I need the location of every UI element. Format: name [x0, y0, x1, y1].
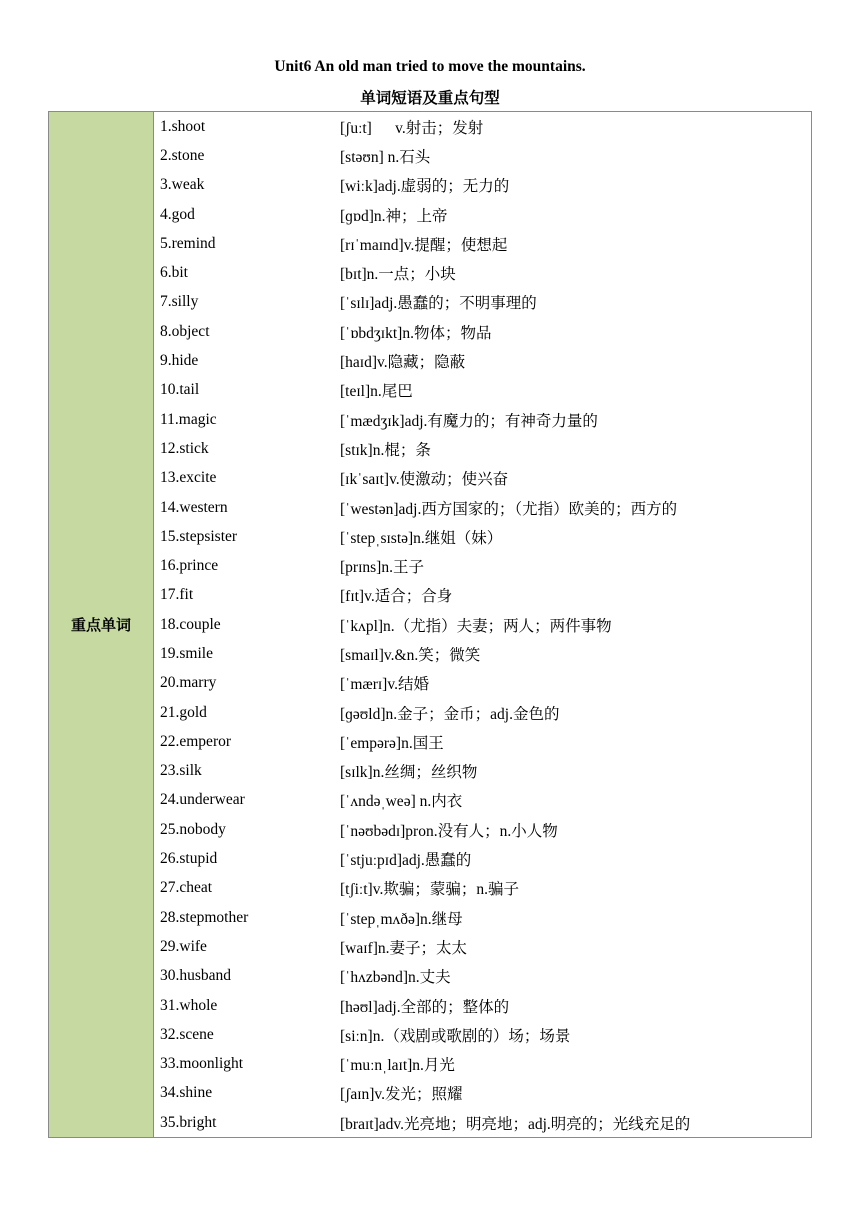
word-row	[154, 493, 811, 522]
word-row	[154, 229, 811, 258]
word-row	[154, 200, 811, 229]
word-term: 14.western	[160, 498, 228, 516]
word-term: 5.remind	[160, 234, 216, 252]
word-term: 20.marry	[160, 674, 217, 692]
word-row	[154, 844, 811, 873]
word-row	[154, 991, 811, 1020]
word-definition: [teɪl]n.尾巴	[340, 383, 413, 401]
word-row	[154, 376, 811, 405]
word-definition: [stəʊn] n.石头	[340, 148, 431, 166]
word-row	[154, 669, 811, 698]
word-row	[154, 1079, 811, 1108]
word-definition: [rɪˈmaɪnd]v.提醒；使想起	[340, 236, 508, 254]
word-definition: [ˈempərə]n.国王	[340, 734, 444, 752]
word-definition: [haɪd]v.隐藏；隐蔽	[340, 354, 466, 372]
word-row	[154, 551, 811, 580]
word-definition: [sɪlk]n.丝绸；丝织物	[340, 764, 478, 782]
vocab-table	[48, 111, 812, 1138]
word-definition: [ˈstepˌsɪstə]n.继姐（妹）	[340, 529, 503, 547]
word-term: 34.shine	[160, 1084, 213, 1102]
word-definition: [ˈsɪlɪ]adj.愚蠢的；不明事理的	[340, 295, 537, 313]
word-definition: [ˈmærɪ]v.结婚	[340, 676, 429, 694]
word-definition: [wiːk]adj.虚弱的；无力的	[340, 178, 510, 196]
word-term: 27.cheat	[160, 879, 213, 897]
word-term: 33.moonlight	[160, 1055, 244, 1073]
word-term: 24.underwear	[160, 791, 245, 809]
word-row	[154, 757, 811, 786]
word-definition: [ʃaɪn]v.发光；照耀	[340, 1086, 463, 1104]
word-definition: [ˈstepˌmʌðə]n.继母	[340, 910, 463, 928]
word-row	[154, 1108, 811, 1137]
word-row	[154, 141, 811, 170]
word-row	[154, 698, 811, 727]
word-term: 17.fit	[160, 586, 194, 604]
word-term: 3.weak	[160, 176, 205, 194]
word-row	[154, 522, 811, 551]
word-term: 30.husband	[160, 967, 232, 985]
word-term: 21.gold	[160, 703, 207, 721]
word-definition: [ˈmuːnˌlaɪt]n.月光	[340, 1057, 455, 1075]
word-term: 1.shoot	[160, 117, 206, 135]
word-row	[154, 346, 811, 375]
word-definition: [ˈkʌpl]n.（尤指）夫妻；两人；两件事物	[340, 617, 612, 635]
word-definition: [ˈhʌzbənd]n.丈夫	[340, 969, 451, 987]
word-term: 15.stepsister	[160, 527, 238, 545]
word-term: 7.silly	[160, 293, 199, 311]
word-term: 18.couple	[160, 615, 221, 633]
word-row	[154, 317, 811, 346]
word-term: 16.prince	[160, 557, 219, 575]
word-row	[154, 874, 811, 903]
word-term: 32.scene	[160, 1025, 214, 1043]
word-definition: [ˈwestən]adj.西方国家的；（尤指）欧美的；西方的	[340, 500, 678, 518]
word-row	[154, 903, 811, 932]
word-row	[154, 258, 811, 287]
word-definition: [stɪk]n.棍；条	[340, 441, 431, 459]
word-term: 22.emperor	[160, 732, 232, 750]
category-cell: 重点单词	[49, 112, 154, 1138]
word-term: 2.stone	[160, 146, 205, 164]
word-term: 6.bit	[160, 264, 188, 282]
word-definition: [prɪns]n.王子	[340, 559, 424, 577]
word-definition: [ˈstjuːpɪd]adj.愚蠢的	[340, 852, 472, 870]
word-row	[154, 434, 811, 463]
word-term: 35.bright	[160, 1113, 217, 1131]
word-definition: [waɪf]n.妻子；太太	[340, 939, 467, 957]
word-row	[154, 1050, 811, 1079]
word-definition: [ˈmædʒɪk]adj.有魔力的；有神奇力量的	[340, 412, 598, 430]
word-row	[154, 581, 811, 610]
word-row	[154, 815, 811, 844]
word-definition: [ˈʌndəˌweə] n.内衣	[340, 793, 463, 811]
word-term: 10.tail	[160, 381, 200, 399]
word-row	[154, 171, 811, 200]
word-definition: [ɡɒd]n.神；上帝	[340, 207, 448, 225]
word-definition: [bɪt]n.一点；小块	[340, 266, 456, 284]
word-definition: [siːn]n.（戏剧或歌剧的）场；场景	[340, 1027, 571, 1045]
page-subtitle: 单词短语及重点句型	[360, 89, 500, 107]
word-list	[154, 112, 811, 1137]
word-definition: [tʃiːt]v.欺骗；蒙骗；n.骗子	[340, 881, 519, 899]
word-term: 26.stupid	[160, 850, 218, 868]
word-row	[154, 639, 811, 668]
word-row	[154, 727, 811, 756]
word-term: 31.whole	[160, 996, 218, 1014]
word-definition: [ˈɒbdʒɪkt]n.物体；物品	[340, 324, 492, 342]
word-term: 28.stepmother	[160, 908, 249, 926]
word-row	[154, 786, 811, 815]
word-row	[154, 288, 811, 317]
word-term: 19.smile	[160, 644, 213, 662]
word-term: 25.nobody	[160, 820, 226, 838]
word-term: 4.god	[160, 205, 195, 223]
word-definition: [smaɪl]v.&n.笑；微笑	[340, 646, 481, 664]
word-definition: [braɪt]adv.光亮地；明亮地；adj.明亮的；光线充足的	[340, 1115, 691, 1133]
word-term: 29.wife	[160, 937, 207, 955]
word-term: 8.object	[160, 322, 210, 340]
word-definition: [ʃuːt] v.射击；发射	[340, 119, 484, 137]
word-row	[154, 405, 811, 434]
word-row	[154, 1020, 811, 1049]
word-row	[154, 962, 811, 991]
word-definition: [ˈnəʊbədɪ]pron.没有人；n.小人物	[340, 822, 558, 840]
word-row	[154, 610, 811, 639]
word-term: 23.silk	[160, 762, 202, 780]
word-row	[154, 932, 811, 961]
page-title: Unit6 An old man tried to move the mountains.	[274, 58, 586, 75]
words-cell	[154, 112, 812, 1138]
word-row	[154, 112, 811, 141]
word-term: 12.stick	[160, 439, 209, 457]
word-row	[154, 464, 811, 493]
word-definition: [həʊl]adj.全部的；整体的	[340, 998, 510, 1016]
word-term: 9.hide	[160, 352, 199, 370]
word-definition: [fɪt]v.适合；合身	[340, 588, 453, 606]
word-term: 11.magic	[160, 410, 217, 428]
word-definition: [ɡəʊld]n.金子；金币；adj.金色的	[340, 705, 560, 723]
word-definition: [ɪkˈsaɪt]v.使激动；使兴奋	[340, 471, 509, 489]
word-term: 13.excite	[160, 469, 217, 487]
